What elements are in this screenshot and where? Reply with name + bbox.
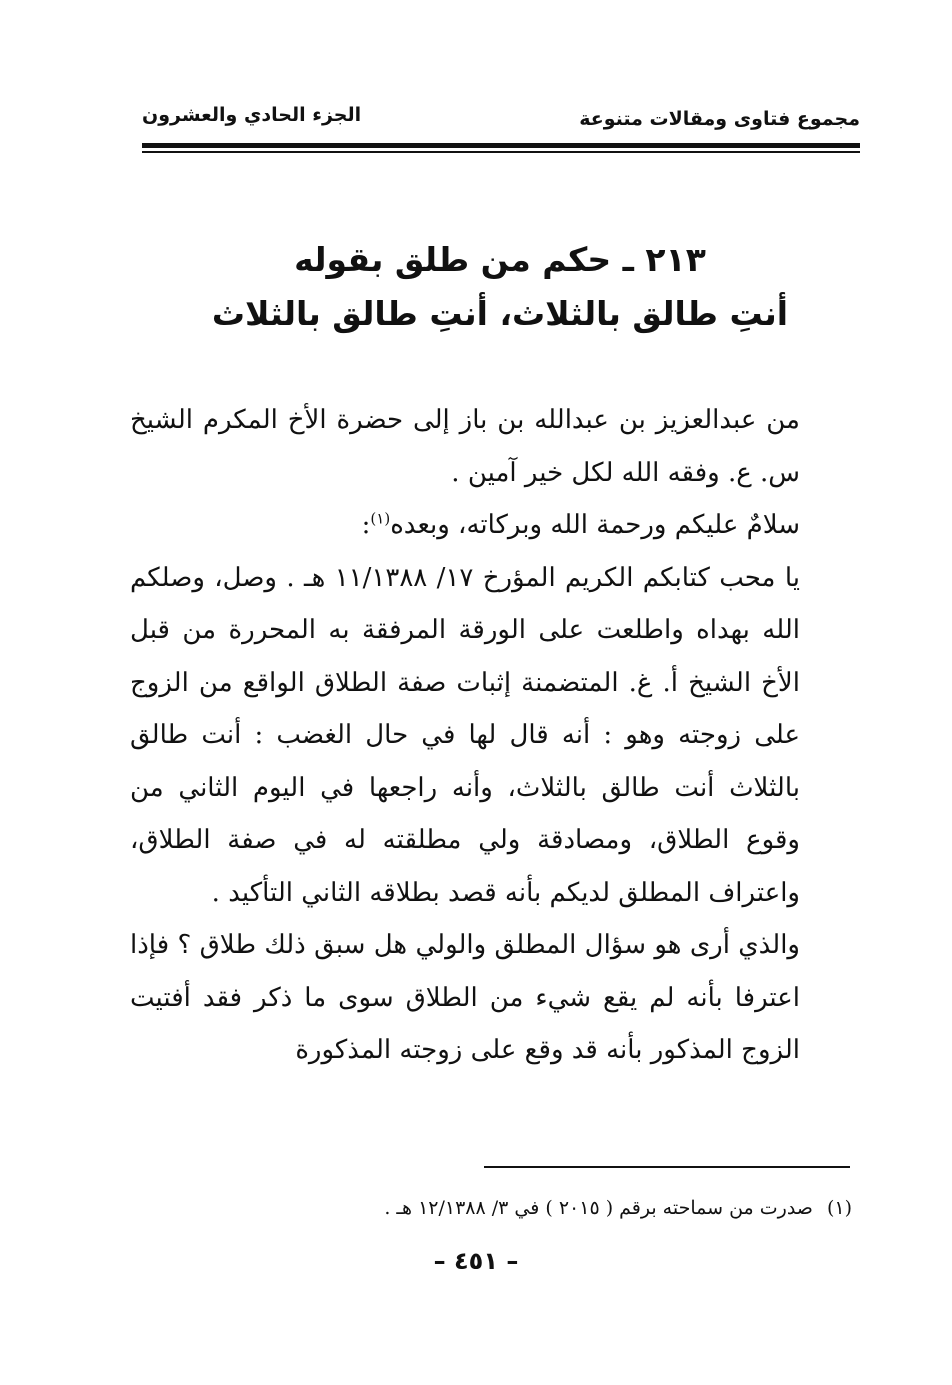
footnote-marker: (١) bbox=[826, 1197, 852, 1219]
footnote bbox=[200, 1193, 852, 1223]
header-volume: الجزء الحادي والعشرون bbox=[142, 104, 362, 126]
header-rule-thick bbox=[142, 143, 860, 148]
salutation-text: سلامٌ عليكم ورحمة الله وبركاته، وبعده bbox=[390, 510, 800, 540]
page-number: – ٤٥١ – bbox=[433, 1247, 519, 1275]
footnote-rule bbox=[484, 1166, 850, 1168]
title-line-2: أنتِ طالق بالثلاث، أنتِ طالق بالثلاث bbox=[211, 294, 789, 333]
salutation-paragraph bbox=[130, 499, 852, 552]
title-line-1: ٢١٣ ـ حكم من طلق بقوله bbox=[294, 240, 706, 279]
article-title bbox=[150, 233, 850, 341]
header-book-title: مجموع فتاوى ومقالات متنوعة bbox=[579, 108, 860, 130]
footnote-text: صدرت من سماحته برقم ( ٢٠١٥ ) في ٣/ ١٢/١٣٨٨ هـ . bbox=[384, 1197, 813, 1219]
address-paragraph: من عبدالعزيز بن عبدالله بن باز إلى حضرة الأخ المكرم الشيخ س. ع. وفقه الله لكل خير آمين . bbox=[130, 405, 800, 488]
body-paragraph-2: والذي أرى هو سؤال المطلق والولي هل سبق ذلك طلاق ؟ فإذا اعترفا بأنه لم يقع شيء من الطلاق سوى ما ذكر فقد أفتيت الزوج المذكور بأنه قد وقع على زوجته المذكورة bbox=[130, 930, 800, 1065]
footnote-reference: (١) bbox=[370, 509, 391, 528]
article-body bbox=[130, 394, 852, 1077]
salutation-end: : bbox=[361, 510, 371, 540]
running-header bbox=[142, 104, 860, 138]
body-paragraph-1: يا محب كتابكم الكريم المؤرخ ١٧/ ١١/١٣٨٨ هـ . وصل، وصلكم الله بهداه واطلعت على الورقة المرفقة به المحررة من قبل الأخ الشيخ أ. غ. المتضمنة إثبات صفة الطلاق الواقع من الزوج على زوجته وهو : أنه قال لها في حال الغضب : أنت طالق بالثلاث أنت طالق بالثلاث، وأنه راجعها في اليوم الثاني من وقوع الطلاق، ومصادقة ولي مطلقته له في صفة الطلاق، واعتراف المطلق لديكم بأنه قصد بطلاقه الثاني التأكيد . bbox=[130, 562, 800, 908]
header-rule-thin bbox=[142, 151, 860, 153]
